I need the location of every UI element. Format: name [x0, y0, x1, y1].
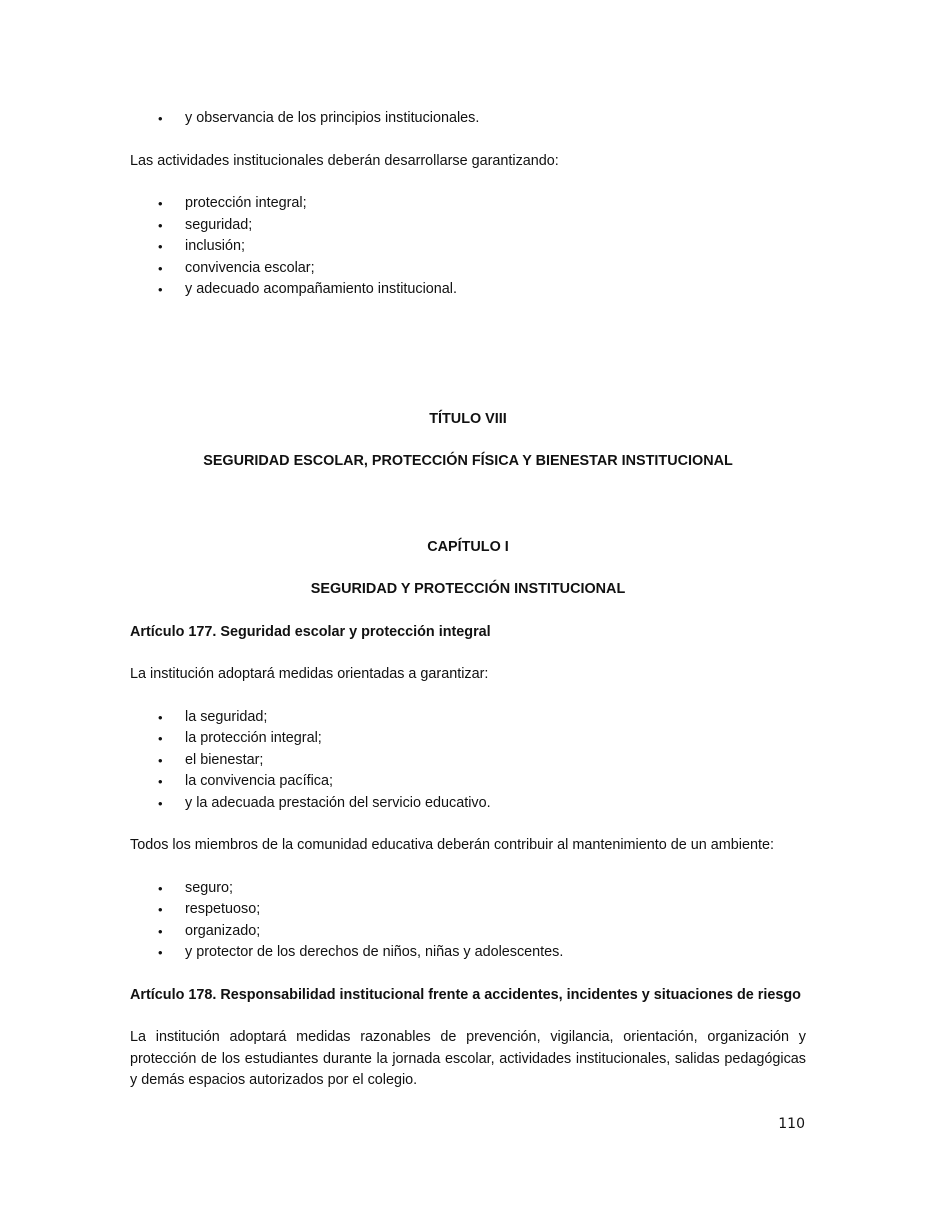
bullet-list-measures: [130, 707, 806, 815]
bullet-list-guarantees: [130, 193, 806, 301]
list-item: • organizado;: [130, 921, 806, 943]
list-item: • convivencia escolar;: [130, 258, 806, 280]
list-item: • y observancia de los principios institucionales.: [130, 108, 806, 130]
list-item: • y protector de los derechos de niños, niñas y adolescentes.: [130, 942, 806, 964]
article-178-paragraph: La institución adoptará medidas razonables de prevención, vigilancia, orientación, organización y protección de los estudiantes durante la jornada escolar, actividades institucionales, salidas pedagógicas y demás espacios autorizados por el colegio.: [130, 1029, 806, 1088]
list-item: • y la adecuada prestación del servicio educativo.: [130, 793, 806, 815]
list-item: • respetuoso;: [130, 899, 806, 921]
list-item: • el bienestar;: [130, 750, 806, 772]
article-177-intro: La institución adoptará medidas orientadas a garantizar:: [130, 666, 489, 682]
list-item: • protección integral;: [130, 193, 806, 215]
title-heading: TÍTULO VIII: [429, 410, 507, 427]
title-subheading: SEGURIDAD ESCOLAR, PROTECCIÓN FÍSICA Y BIENESTAR INSTITUCIONAL: [203, 453, 733, 469]
page-number: 110: [778, 1116, 805, 1132]
list-item: • inclusión;: [130, 236, 806, 258]
chapter-subheading: SEGURIDAD Y PROTECCIÓN INSTITUCIONAL: [310, 581, 626, 597]
list-item: • la protección integral;: [130, 728, 806, 750]
chapter-heading: CAPÍTULO I: [427, 538, 509, 555]
bullet-list-environment: [130, 878, 806, 964]
list-item: • la convivencia pacífica;: [130, 771, 806, 793]
article-178-heading: Artículo 178. Responsabilidad institucional frente a accidentes, incidentes y situaciones de riesgo: [130, 986, 801, 1003]
list-item: • seguridad;: [130, 215, 806, 237]
bullet-list-top: [130, 108, 806, 130]
document-page: [130, 108, 806, 1092]
list-item: • la seguridad;: [130, 707, 806, 729]
list-item: • y adecuado acompañamiento institucional.: [130, 279, 806, 301]
article-177-heading: Artículo 177. Seguridad escolar y protección integral: [130, 623, 491, 640]
paragraph-intro: Las actividades institucionales deberán desarrollarse garantizando:: [130, 152, 559, 169]
article-177-paragraph: Todos los miembros de la comunidad educativa deberán contribuir al mantenimiento de un ambiente:: [130, 837, 774, 853]
list-item: • seguro;: [130, 878, 806, 900]
